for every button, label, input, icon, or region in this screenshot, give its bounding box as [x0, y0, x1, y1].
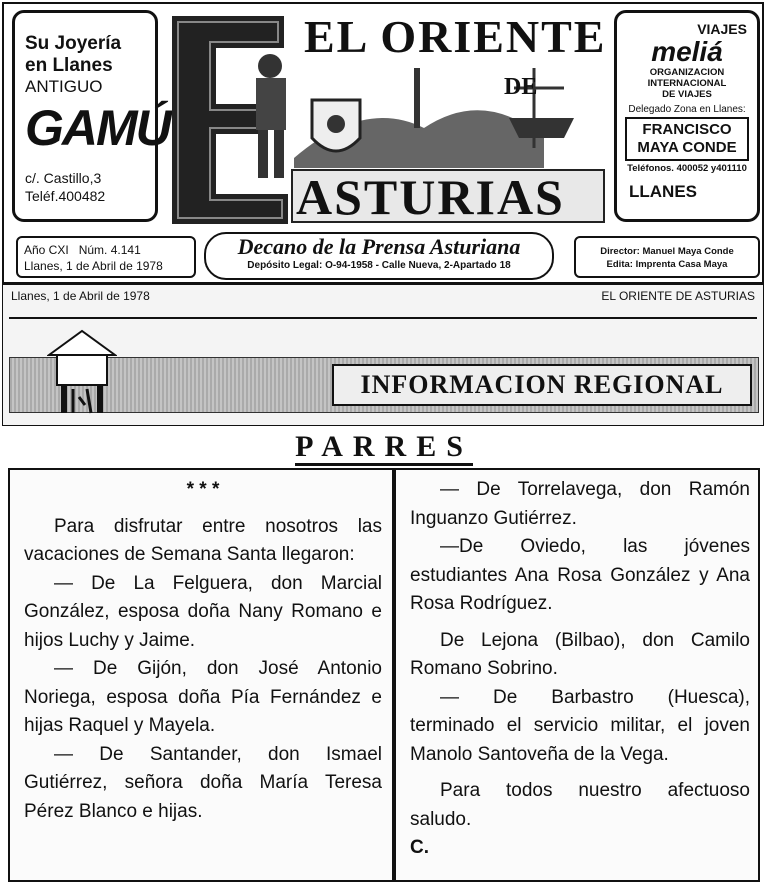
ad-line2: en Llanes: [25, 55, 113, 76]
travel-ad-city: LLANES: [629, 182, 697, 201]
paragraph: — De Santander, don Ismael Gutiérrez, señora doña María Teresa Pérez Blanco e hijas.: [24, 743, 382, 822]
travel-ad-phones: Teléfonos. 400052 y401110: [627, 163, 747, 174]
travel-ad: [614, 10, 760, 222]
signature: C.: [410, 837, 429, 858]
article-heading-text: PARRES: [295, 430, 473, 466]
paragraph: —De Oviedo, las jóvenes estudiantes Ana Rosa González y Ana Rosa Rodríguez.: [410, 536, 750, 614]
section-banner: [9, 357, 759, 413]
travel-ad-name: [625, 117, 749, 161]
jewelry-ad: [12, 10, 170, 222]
edita: Edita: Imprenta Casa Maya: [606, 259, 728, 270]
travel-ad-name1: FRANCISCO: [642, 121, 732, 138]
deposito-legal: Depósito Legal: O-94-1958 - Calle Nueva, 2-Apartado 18: [247, 260, 511, 271]
title-de: DE: [504, 74, 538, 100]
article-column-right: [394, 468, 760, 882]
title-top: EL ORIENTE: [304, 11, 607, 62]
director: Director: Manuel Maya Conde: [600, 246, 734, 257]
travel-ad-delegado: Delegado Zona en Llanes:: [628, 104, 746, 115]
paragraph: — De La Felguera, don Marcial González, esposa doña Nany Romano e hijos Luchy y Jaime.: [24, 572, 382, 651]
paragraph: — De Torrelavega, don Ramón Inguanzo Gutiérrez.: [410, 479, 750, 529]
page-date: Llanes, 1 de Abril de 1978: [11, 289, 150, 303]
ad-address: c/. Castillo,3: [25, 170, 102, 186]
newspaper-title: [164, 8, 609, 230]
paragraph: Para disfrutar entre nosotros las vacaciones de Semana Santa llegaron:: [24, 515, 382, 565]
page-header: [2, 284, 764, 426]
paragraph: — De Gijón, don José Antonio Noriega, esposa doña Pía Fernández e hijas Raquel y Mayela.: [24, 658, 382, 736]
header-rule: [9, 317, 757, 319]
travel-ad-name2: MAYA CONDE: [637, 139, 737, 156]
title-bottom: ASTURIAS: [296, 169, 565, 225]
ad-phone: Teléf.400482: [25, 188, 106, 204]
ad-line3: ANTIGUO: [25, 77, 103, 96]
horreo-icon: [47, 327, 117, 417]
article-column-left: [8, 468, 394, 882]
travel-ad-brand: meliá: [651, 36, 723, 67]
issue-box: [16, 236, 196, 278]
travel-ad-org2: INTERNACIONAL: [647, 78, 727, 89]
issue-year: Año CXI: [24, 243, 69, 257]
issue-number: Núm. 4.141: [78, 243, 141, 257]
issue-date: Llanes, 1 de Abril de 1978: [24, 259, 163, 273]
travel-ad-viajes: VIAJES: [697, 21, 747, 37]
section-title: INFORMACION REGIONAL: [332, 364, 752, 406]
paragraph: — De Barbastro (Huesca), terminado el servicio militar, el joven Manolo Santoveña de la Vega.: [410, 686, 750, 765]
paragraph: Para todos nuestro afectuoso saludo.: [410, 780, 750, 830]
separator-stars: * * *: [186, 479, 220, 500]
motto-box: [204, 232, 554, 280]
article-heading: [0, 430, 768, 464]
masthead: [2, 2, 764, 284]
ad-line1: Su Joyería: [25, 33, 122, 54]
page-paper-name: EL ORIENTE DE ASTURIAS: [601, 289, 755, 303]
ad-brand: GAMÚ: [25, 100, 170, 156]
motto: Decano de la Prensa Asturiana: [237, 234, 521, 259]
travel-ad-org3: DE VIAJES: [662, 89, 712, 100]
director-box: [574, 236, 760, 278]
travel-ad-org1: ORGANIZACION: [649, 67, 725, 78]
paragraph: De Lejona (Bilbao), don Camilo Romano Sobrino.: [410, 629, 750, 679]
